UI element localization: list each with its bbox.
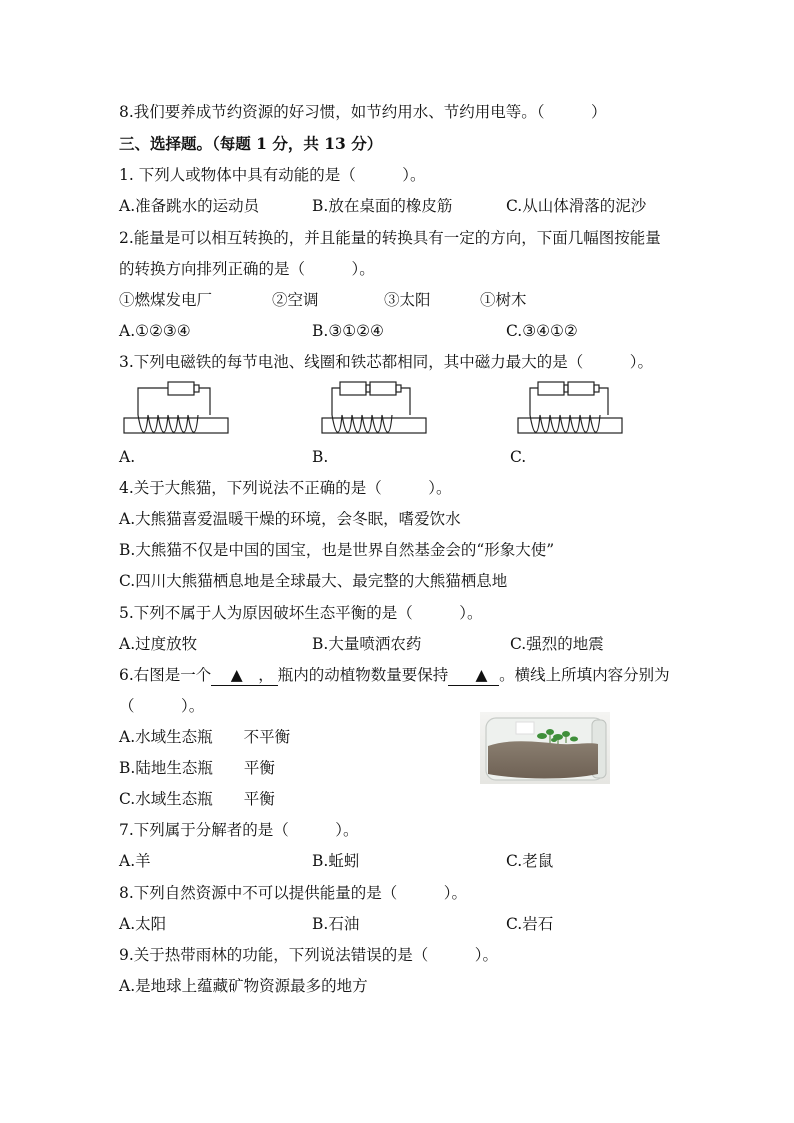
true-false-item-8: 8.我们要养成节约资源的好习惯，如节约用水、节约用电等。（ ） bbox=[119, 103, 607, 121]
q5-option-b: B.大量喷洒农药 bbox=[312, 635, 422, 653]
q1-option-a: A.准备跳水的运动员 bbox=[119, 197, 260, 215]
q2-item-1: ①燃煤发电厂 bbox=[119, 291, 213, 309]
q2-option-b: B.③①②④ bbox=[312, 322, 384, 340]
q1-option-b: B.放在桌面的橡皮筋 bbox=[312, 197, 453, 215]
q6-option-b: B.陆地生态瓶 平衡 bbox=[119, 759, 275, 777]
q3-option-a: A. bbox=[119, 448, 136, 466]
q6-option-a: A.水域生态瓶 不平衡 bbox=[119, 728, 291, 746]
question-9: 9.关于热带雨林的功能，下列说法错误的是（ ）。 bbox=[119, 946, 499, 964]
q2-item-2: ②空调 bbox=[272, 291, 319, 309]
q6-text-start: 6.右图是一个 bbox=[119, 666, 212, 684]
q4-option-c: C.四川大熊猫栖息地是全球最大、最完整的大熊猫栖息地 bbox=[119, 572, 508, 590]
ecosystem-bottle-image bbox=[480, 712, 610, 784]
q7-option-b: B.蚯蚓 bbox=[312, 852, 360, 870]
question-5: 5.下列不属于人为原因破坏生态平衡的是（ ）。 bbox=[119, 604, 483, 622]
q2-item-3: ③太阳 bbox=[384, 291, 431, 309]
q1-option-c: C.从山体滑落的泥沙 bbox=[506, 197, 647, 215]
electromagnet-diagram-c bbox=[516, 378, 624, 438]
q6-text-end: 。横线上所填内容分别为 bbox=[499, 666, 670, 684]
q6-blank-2: ▲ bbox=[448, 665, 499, 686]
q7-option-a: A.羊 bbox=[119, 852, 151, 870]
q5-option-c: C.强烈的地震 bbox=[510, 635, 604, 653]
q3-option-b: B. bbox=[312, 448, 329, 466]
q4-option-b: B.大熊猫不仅是中国的国宝，也是世界自然基金会的“形象大使” bbox=[119, 541, 555, 559]
question-2-line-1: 2.能量是可以相互转换的，并且能量的转换具有一定的方向，下面几幅图按能量 bbox=[119, 229, 661, 247]
electromagnet-diagram-b bbox=[320, 378, 428, 438]
q2-item-4: ①树木 bbox=[480, 291, 527, 309]
q6-blank-1: ▲ ， bbox=[211, 665, 277, 686]
question-4: 4.关于大熊猫，下列说法不正确的是（ ）。 bbox=[119, 479, 452, 497]
q9-option-a: A.是地球上蕴藏矿物资源最多的地方 bbox=[119, 977, 368, 995]
q6-text-middle: 瓶内的动植物数量要保持 bbox=[277, 666, 449, 684]
q7-option-c: C.老鼠 bbox=[506, 852, 554, 870]
q8-option-c: C.岩石 bbox=[506, 915, 554, 933]
question-1: 1. 下列人或物体中具有动能的是（ ）。 bbox=[119, 166, 426, 184]
question-8: 8.下列自然资源中不可以提供能量的是（ ）。 bbox=[119, 884, 468, 902]
question-3: 3.下列电磁铁的每节电池、线圈和铁芯都相同，其中磁力最大的是（ ）。 bbox=[119, 353, 654, 371]
q2-option-c: C.③④①② bbox=[506, 322, 578, 340]
q2-option-a: A.①②③④ bbox=[119, 322, 191, 340]
q4-option-a: A.大熊猫喜爱温暖干燥的环境，会冬眠，嗜爱饮水 bbox=[119, 510, 461, 528]
question-2-line-2: 的转换方向排列正确的是（ ）。 bbox=[119, 260, 375, 278]
electromagnet-diagram-a bbox=[122, 378, 230, 438]
question-7: 7.下列属于分解者的是（ ）。 bbox=[119, 821, 359, 839]
question-6-line-2: （ ）。 bbox=[119, 697, 205, 715]
q5-option-a: A.过度放牧 bbox=[119, 635, 198, 653]
section-3-heading: 三、选择题。（每题 1 分，共 13 分） bbox=[119, 134, 383, 153]
q6-option-c: C.水域生态瓶 平衡 bbox=[119, 790, 275, 808]
q3-option-c: C. bbox=[510, 448, 527, 466]
question-6 bbox=[119, 665, 670, 686]
q8-option-a: A.太阳 bbox=[119, 915, 167, 933]
q8-option-b: B.石油 bbox=[312, 915, 360, 933]
